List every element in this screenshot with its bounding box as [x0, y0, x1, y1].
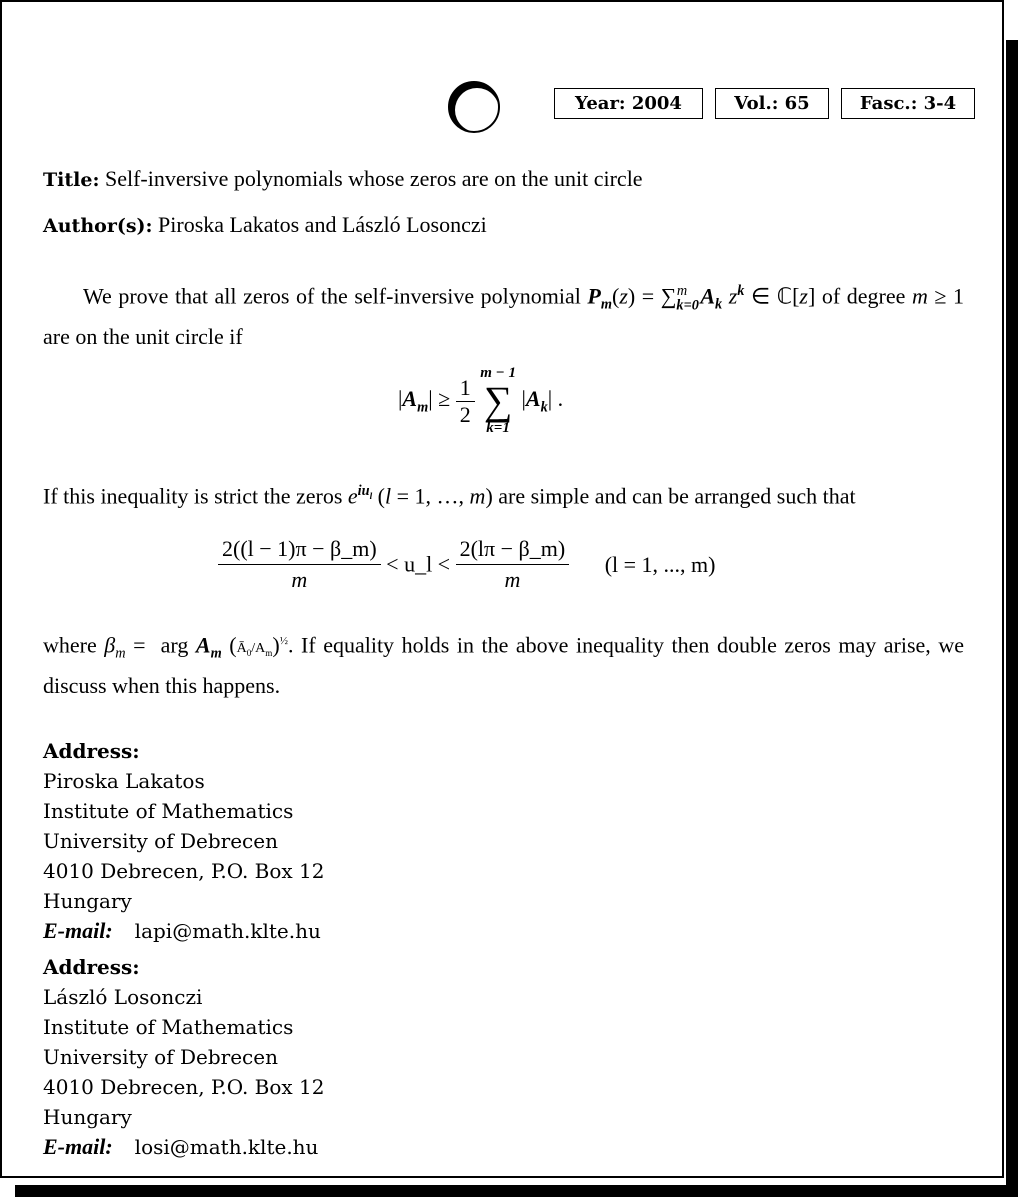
email-link[interactable]: losi@math.klte.hu: [134, 1135, 319, 1159]
address-line: 4010 Debrecen, P.O. Box 12: [43, 1075, 325, 1099]
email-line: [43, 916, 324, 946]
address-line: Institute of Mathematics: [43, 799, 294, 823]
address-line: University of Debrecen: [43, 829, 278, 853]
email-link[interactable]: lapi@math.klte.hu: [134, 919, 321, 943]
abstract-text: We prove that all zeros of the self-inversive polynomial: [83, 283, 588, 309]
abstract-paragraph-3: where $\beta_m$ = arg $A_m$ $(Ā_0/A_m)^{\frac{1}{2}}$. If equality holds in the above inequality then double zeros may arise, we discuss when this happens.: [43, 632, 965, 698]
right-fraction: $\frac{2(l\pi - \beta\_m)}{m}$: [456, 534, 570, 595]
crescent-circle-logo-icon: [446, 79, 502, 135]
abstract-paragraph-2: If this inequality is strict the zeros $e^{iu_l}$ (l = 1, …, m) are simple and can be arranged such that: [43, 483, 856, 509]
fascicle-badge: Fasc.: 3-4: [841, 88, 975, 119]
email-label: E-mail:: [43, 1134, 113, 1159]
address-block-1: [43, 736, 324, 946]
display-inequality: $|A_m|$ ≥ $\frac{1}{2}$ m − 1 ∑ k=1 $|A_k|$ .: [398, 365, 564, 436]
title-line: [43, 166, 643, 192]
address-line: Hungary: [43, 1105, 132, 1129]
address-line: László Losonczi: [43, 985, 203, 1009]
address-line: Hungary: [43, 889, 132, 913]
left-fraction: $\frac{2((l - 1)\pi - \beta\_m)}{m}$: [218, 534, 381, 595]
abstract-text: If this inequality is strict the zeros: [43, 483, 348, 509]
abstract-text: where: [43, 632, 105, 658]
abstract-text: of degree: [821, 283, 912, 309]
index-range: (l = 1, ..., m): [604, 551, 716, 577]
volume-badge: Vol.: 65: [715, 88, 829, 119]
email-line: [43, 1132, 324, 1162]
address-line: 4010 Debrecen, P.O. Box 12: [43, 859, 325, 883]
fraction-one-half: $\frac{1}{2}$: [456, 375, 475, 428]
abstract-paragraph-1: We prove that all zeros of the self-inversive polynomial $P_m(z) = \sum_{k=0}^m$ $A_k$ $z^k$ ∈ ℂ[z] of degree m ≥ 1 are on the unit circle if: [43, 283, 965, 350]
authors-label: Author(s):: [43, 215, 153, 237]
title-label: Title:: [43, 169, 100, 191]
display-bounds: [218, 534, 715, 595]
address-line: University of Debrecen: [43, 1045, 278, 1069]
address-line: Piroska Lakatos: [43, 769, 205, 793]
email-label: E-mail:: [43, 918, 113, 943]
address-line: Institute of Mathematics: [43, 1015, 294, 1039]
address-label: Address:: [43, 739, 140, 763]
page-shadow-bottom: [15, 1185, 1018, 1197]
address-label: Address:: [43, 955, 140, 979]
abstract-text: are simple and can be arranged such that: [492, 483, 856, 509]
authors-line: [43, 212, 487, 238]
article-title: Self-inversive polynomials whose zeros are on the unit circle: [104, 166, 643, 191]
abstract-text: . If equality holds in the above inequality then double zeros may arise, we discuss when this happens.: [43, 632, 965, 698]
middle-term: < u_l <: [386, 551, 451, 577]
page-shadow-right: [1006, 40, 1018, 1197]
year-badge: Year: 2004: [554, 88, 703, 119]
address-block-2: [43, 952, 324, 1162]
abstract-text: are on the unit circle if: [43, 324, 243, 350]
article-authors: Piroska Lakatos and László Losonczi: [158, 212, 487, 237]
summation-symbol: m − 1 ∑ k=1: [480, 365, 516, 436]
